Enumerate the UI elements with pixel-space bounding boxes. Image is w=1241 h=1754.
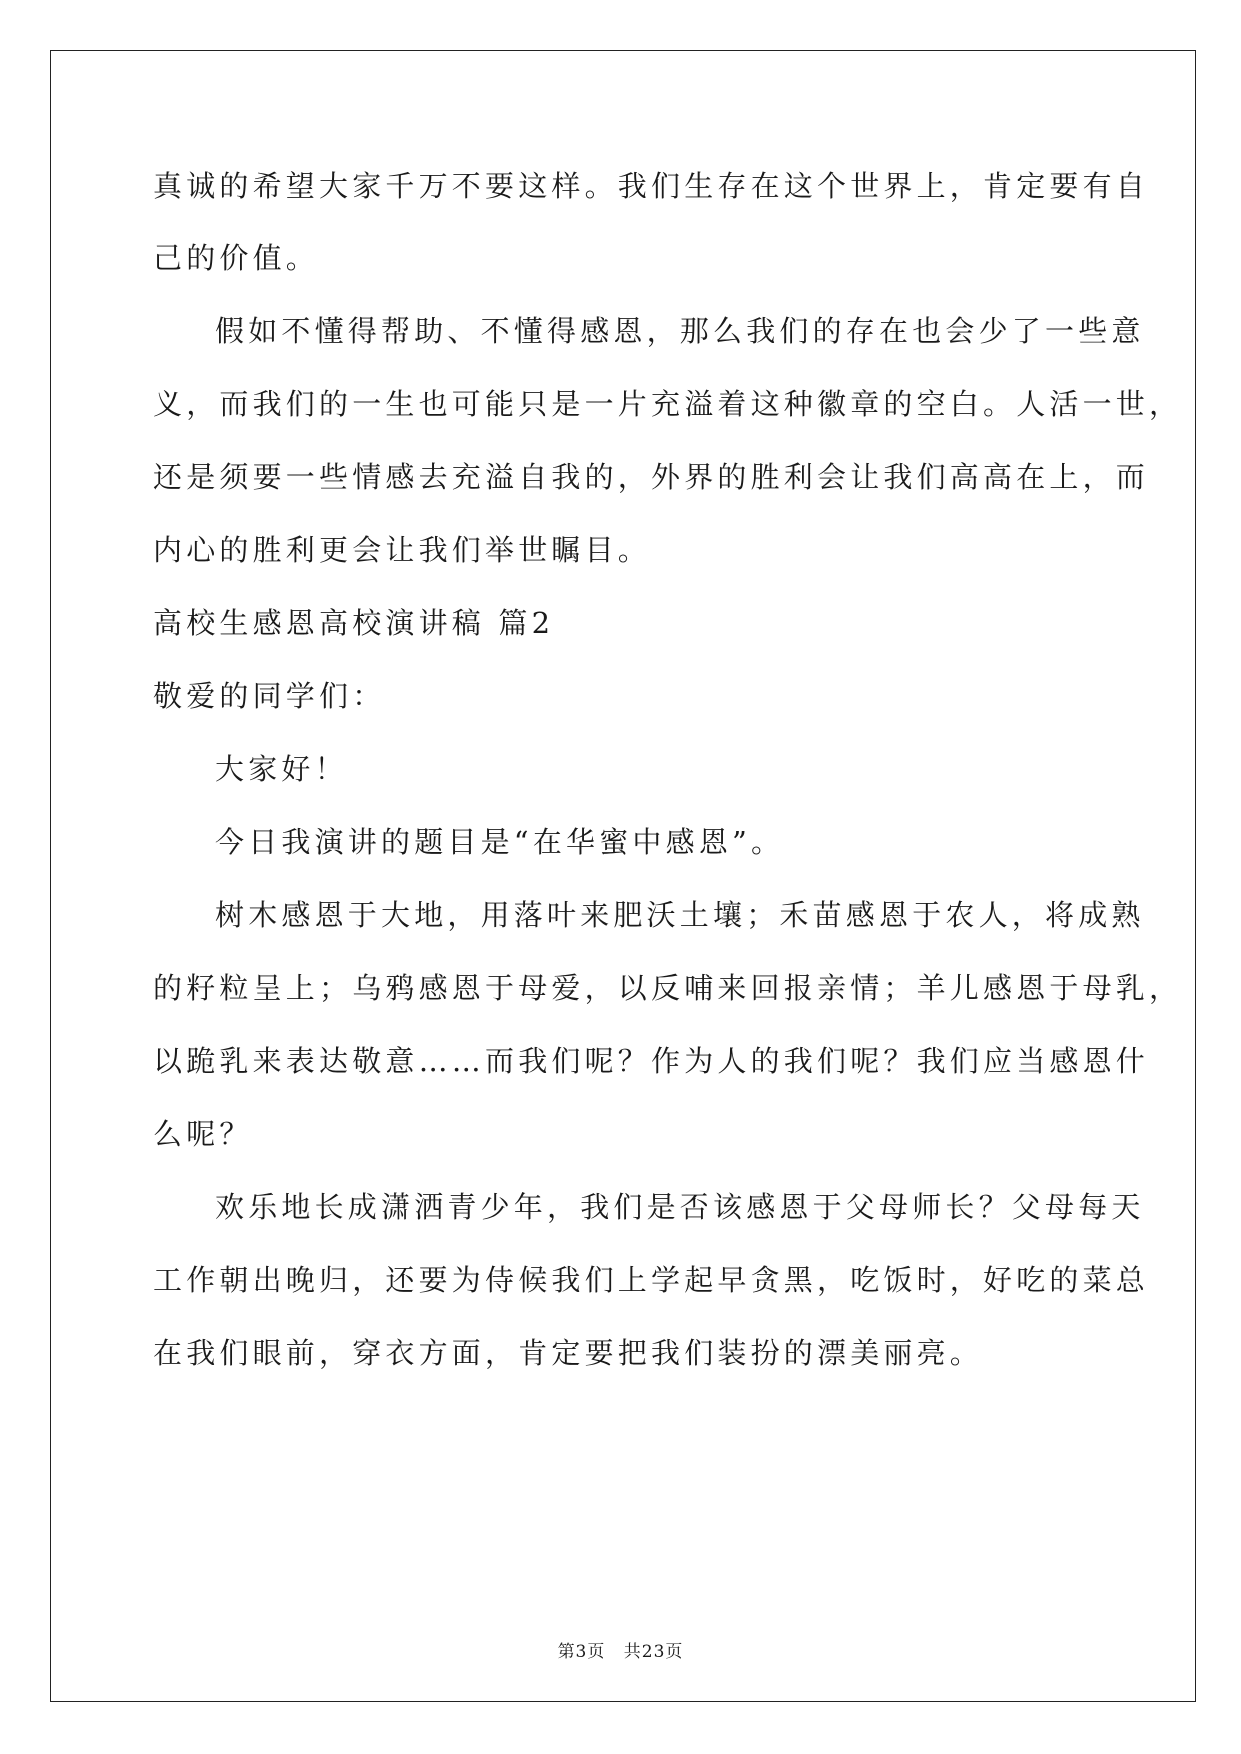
section-heading: 高校生感恩高校演讲稿 篇2 [153,606,555,640]
body-line: 真诚的希望大家千万不要这样。我们生存在这个世界上，肯定要有自 [153,169,1150,203]
body-line: 的籽粒呈上；乌鸦感恩于母爱，以反哺来回报亲情；羊儿感恩于母乳， [153,971,1183,1005]
body-line: 树木感恩于大地，用落叶来肥沃土壤；禾苗感恩于农人，将成熟 [215,898,1145,932]
body-line: 在我们眼前，穿衣方面，肯定要把我们装扮的漂美丽亮。 [153,1336,984,1370]
page-number: 第3页 [557,1642,606,1662]
body-line: 以跪乳来表达敬意……而我们呢？作为人的我们呢？我们应当感恩什 [153,1044,1150,1078]
salutation: 敬爱的同学们： [153,679,386,713]
body-line: 工作朝出晚归，还要为侍候我们上学起早贪黑，吃饭时，好吃的菜总 [153,1263,1150,1297]
body-line: 今日我演讲的题目是“在华蜜中感恩”。 [215,825,785,859]
body-line: 义，而我们的一生也可能只是一片充溢着这种徽章的空白。人活一世， [153,387,1183,421]
body-line: 内心的胜利更会让我们举世瞩目。 [153,533,652,567]
body-line: 己的价值。 [153,241,320,275]
body-line: 还是须要一些情感去充溢自我的，外界的胜利会让我们高高在上，而 [153,460,1150,494]
page-total: 共23页 [623,1642,684,1662]
body-line: 欢乐地长成潇洒青少年，我们是否该感恩于父母师长？父母每天 [215,1190,1145,1224]
page-border [50,50,1196,1702]
body-line: 假如不懂得帮助、不懂得感恩，那么我们的存在也会少了一些意 [215,314,1145,348]
page-footer [0,1637,1241,1662]
body-line: 么呢？ [153,1117,253,1151]
greeting: 大家好！ [215,752,348,786]
